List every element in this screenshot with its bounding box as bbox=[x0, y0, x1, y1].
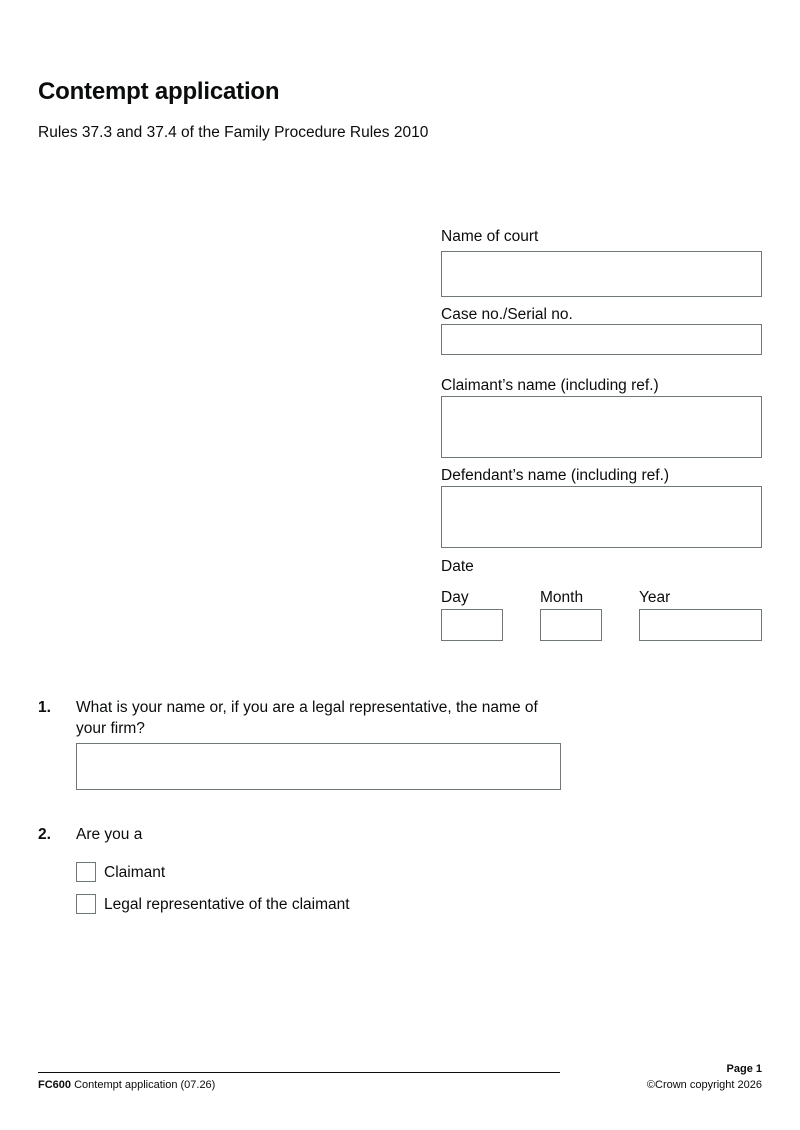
page-number: Page 1 bbox=[726, 1063, 762, 1075]
day-label: Day bbox=[441, 589, 469, 606]
case-no-label: Case no./Serial no. bbox=[441, 306, 573, 323]
court-name-label: Name of court bbox=[441, 228, 539, 245]
claimant-name-label: Claimant’s name (including ref.) bbox=[441, 377, 659, 394]
page-title: Contempt application bbox=[38, 78, 280, 105]
defendant-name-label: Defendant’s name (including ref.) bbox=[441, 467, 670, 484]
date-label: Date bbox=[441, 558, 474, 575]
day-field[interactable] bbox=[441, 609, 503, 641]
form-code: FC600 bbox=[38, 1079, 72, 1091]
question-2-number: 2. bbox=[38, 826, 51, 843]
footer-divider bbox=[38, 1072, 560, 1073]
legal-representative-option-label: Legal representative of the claimant bbox=[104, 896, 350, 913]
legal-representative-checkbox[interactable] bbox=[76, 894, 96, 914]
question-1-text: What is your name or, if you are a legal representative, the name of your firm? bbox=[76, 699, 538, 737]
copyright-notice: ©Crown copyright 2026 bbox=[646, 1079, 762, 1091]
claimant-checkbox[interactable] bbox=[76, 862, 96, 882]
page-subtitle: Rules 37.3 and 37.4 of the Family Procedure Rules 2010 bbox=[38, 124, 429, 141]
claimant-name-field[interactable] bbox=[441, 396, 762, 458]
month-label: Month bbox=[540, 589, 584, 606]
form-reference bbox=[38, 1079, 215, 1091]
case-no-field[interactable] bbox=[441, 324, 762, 355]
question-2-text: Are you a bbox=[76, 826, 143, 843]
applicant-name-field[interactable] bbox=[76, 743, 561, 790]
court-name-field[interactable] bbox=[441, 251, 762, 297]
month-field[interactable] bbox=[540, 609, 602, 641]
year-label: Year bbox=[639, 589, 671, 606]
claimant-option-label: Claimant bbox=[104, 864, 166, 881]
year-field[interactable] bbox=[639, 609, 762, 641]
question-1-number: 1. bbox=[38, 699, 51, 716]
form-title: Contempt application (07.26) bbox=[74, 1079, 216, 1091]
defendant-name-field[interactable] bbox=[441, 486, 762, 548]
